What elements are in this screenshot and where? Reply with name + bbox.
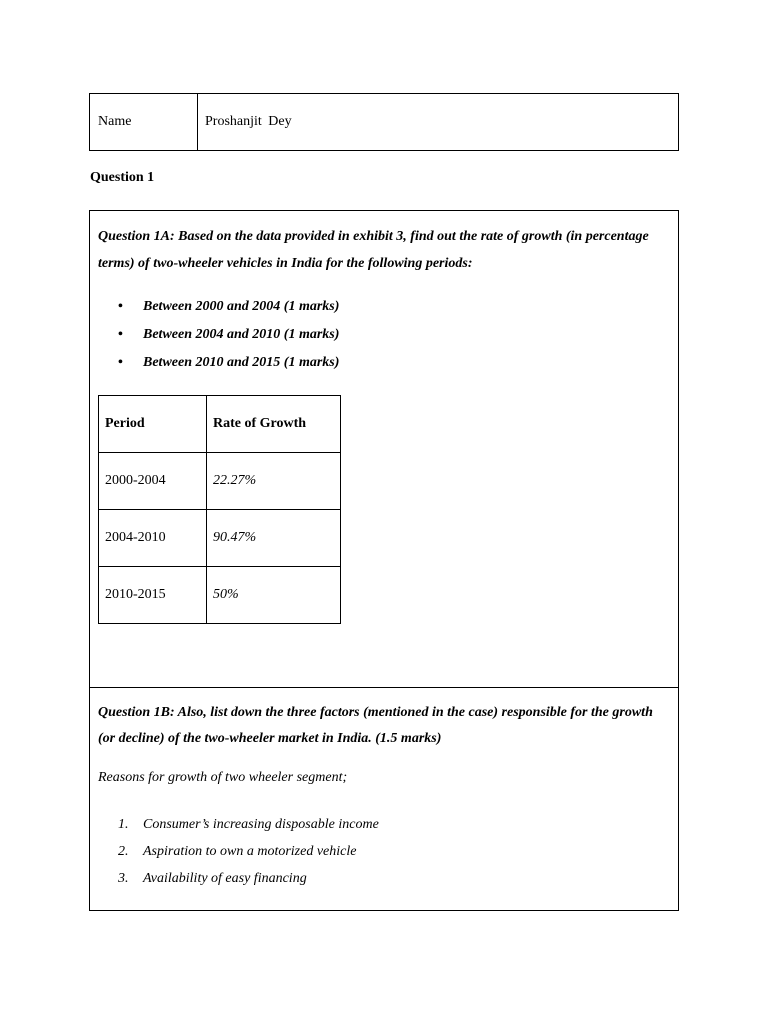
bullet-text: Between 2010 and 2015 (1 marks) (143, 355, 340, 370)
table-row (99, 453, 341, 510)
list-number: 3. (118, 871, 129, 886)
list-number: 1. (118, 817, 129, 832)
name-value-cell (198, 94, 678, 150)
bullet-text: Between 2004 and 2010 (1 marks) (143, 327, 340, 342)
table-row (99, 510, 341, 567)
column-header-period: Period (99, 396, 207, 453)
list-item (118, 838, 379, 865)
list-item (118, 865, 379, 892)
column-header-rate: Rate of Growth (207, 396, 341, 453)
bullet-text: Between 2000 and 2004 (1 marks) (143, 299, 340, 314)
list-item (112, 293, 339, 321)
bullet-icon: • (118, 299, 123, 314)
name-label: Name (98, 114, 132, 129)
student-name: Proshanjit Dey (205, 114, 292, 129)
table-row (99, 567, 341, 624)
period-cell: 2010-2015 (99, 567, 207, 624)
list-item (112, 321, 339, 349)
growth-rate-table (98, 395, 341, 624)
period-cell: 2000-2004 (99, 453, 207, 510)
bullet-icon: • (118, 355, 123, 370)
rate-cell: 90.47% (207, 510, 341, 567)
section-divider (90, 687, 678, 688)
rate-cell: 50% (207, 567, 341, 624)
rate-cell: 22.27% (207, 453, 341, 510)
list-number: 2. (118, 844, 129, 859)
section-title: Question 1 (90, 170, 155, 185)
bullet-icon: • (118, 327, 123, 342)
reasons-list (118, 811, 379, 892)
name-label-cell (90, 94, 198, 150)
reason-text: Availability of easy financing (143, 871, 307, 886)
list-item (112, 349, 339, 377)
name-table (89, 93, 679, 151)
question-box (89, 210, 679, 911)
reasons-intro: Reasons for growth of two wheeler segment; (98, 770, 348, 785)
q1a-bullet-list (112, 293, 339, 377)
period-cell: 2004-2010 (99, 510, 207, 567)
list-item (118, 811, 379, 838)
reason-text: Consumer’s increasing disposable income (143, 817, 379, 832)
reason-text: Aspiration to own a motorized vehicle (143, 844, 357, 859)
q1b-prompt: Question 1B: Also, list down the three factors (mentioned in the case) responsible for the growth (or decline) of the two-wheeler market in India. (1.5 marks) (98, 705, 653, 746)
table-header-row (99, 396, 341, 453)
q1a-prompt: Question 1A: Based on the data provided in exhibit 3, find out the rate of growth (in percentage terms) of two-wheeler vehicles in India for the following periods: (98, 229, 649, 271)
